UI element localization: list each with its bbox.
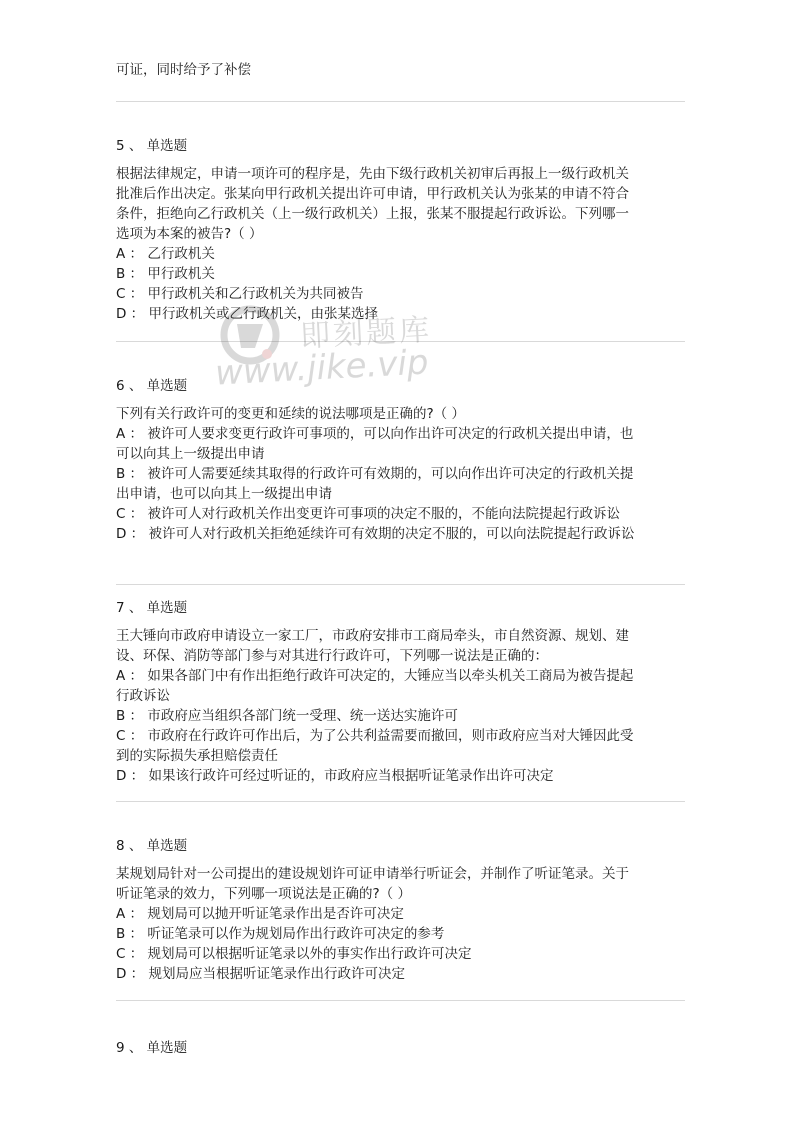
question-divider: [116, 101, 685, 102]
option-a: A ： 规划局可以抛开听证笔录作出是否许可决定: [116, 906, 404, 922]
option-b-cont: 出申请，也可以向其上一级提出申请: [116, 486, 332, 502]
question-text: 听证笔录的效力，下列哪一项说法是正确的?（ ）: [116, 886, 411, 902]
option-a: A ： 乙行政机关: [116, 246, 215, 262]
question-text: 某规划局针对一公司提出的建设规划许可证申请举行听证会，并制作了听证笔录。关于: [116, 866, 629, 882]
question-text: 根据法律规定，申请一项许可的程序是，先由下级行政机关初审后再报上一级行政机关: [116, 166, 629, 182]
question-header: 7 、 单选题: [116, 600, 188, 616]
option-b: B ： 市政府应当组织各部门统一受理、统一送达实施许可: [116, 708, 458, 724]
question-divider: [116, 801, 685, 802]
option-a: A ： 被许可人要求变更行政许可事项的，可以向作出许可决定的行政机关提出申请，也: [116, 426, 634, 442]
question-text: 设、环保、消防等部门参与对其进行行政许可，下列哪一说法是正确的：: [116, 648, 548, 664]
option-c: C ： 规划局可以根据听证笔录以外的事实作出行政许可决定: [116, 946, 472, 962]
option-a-cont: 行政诉讼: [116, 688, 170, 704]
question-header: 9 、 单选题: [116, 1040, 188, 1056]
option-d: D ： 甲行政机关或乙行政机关，由张某选择: [116, 306, 378, 322]
option-a-cont: 可以向其上一级提出申请: [116, 446, 265, 462]
watermark-name: 即刻题库: [299, 312, 434, 355]
question-divider: [116, 341, 685, 342]
question-header: 6 、 单选题: [116, 378, 188, 394]
option-a: A ： 如果各部门中有作出拒绝行政许可决定的，大锤应当以牵头机关工商局为被告提起: [116, 668, 634, 684]
option-d: D ： 如果该行政许可经过听证的，市政府应当根据听证笔录作出许可决定: [116, 768, 554, 784]
option-c-cont: 到的实际损失承担赔偿责任: [116, 748, 278, 764]
option-d: D ： 被许可人对行政机关拒绝延续许可有效期的决定不服的，可以向法院提起行政诉讼: [116, 526, 635, 542]
text-line: 可证，同时给予了补偿: [116, 62, 251, 78]
question-text: 下列有关行政许可的变更和延续的说法哪项是正确的?（ ）: [116, 406, 465, 422]
option-b: B ： 甲行政机关: [116, 266, 215, 282]
question-header: 5 、 单选题: [116, 138, 188, 154]
question-text: 王大锤向市政府申请设立一家工厂，市政府安排市工商局牵头，市自然资源、规划、建: [116, 628, 629, 644]
option-c: C ： 市政府在行政许可作出后，为了公共利益需要而撤回，则市政府应当对大锤因此受: [116, 728, 634, 744]
option-b: B ： 被许可人需要延续其取得的行政许可有效期的，可以向作出许可决定的行政机关提: [116, 466, 634, 482]
watermark-url: www.jike.vip: [214, 342, 430, 394]
question-divider: [116, 584, 685, 585]
option-c: C ： 甲行政机关和乙行政机关为共同被告: [116, 286, 364, 302]
question-text: 条件，拒绝向乙行政机关（上一级行政机关）上报，张某不服提起行政诉讼。下列哪一: [116, 206, 629, 222]
option-b: B ： 听证笔录可以作为规划局作出行政许可决定的参考: [116, 926, 445, 942]
question-text: 批准后作出决定。张某向甲行政机关提出许可申请，甲行政机关认为张某的申请不符合: [116, 186, 629, 202]
option-c: C ： 被许可人对行政机关作出变更许可事项的决定不服的，不能向法院提起行政诉讼: [116, 506, 621, 522]
option-d: D ： 规划局应当根据听证笔录作出行政许可决定: [116, 966, 405, 982]
question-text: 选项为本案的被告?（ ）: [116, 226, 263, 242]
question-divider: [116, 1000, 685, 1001]
question-header: 8 、 单选题: [116, 838, 188, 854]
